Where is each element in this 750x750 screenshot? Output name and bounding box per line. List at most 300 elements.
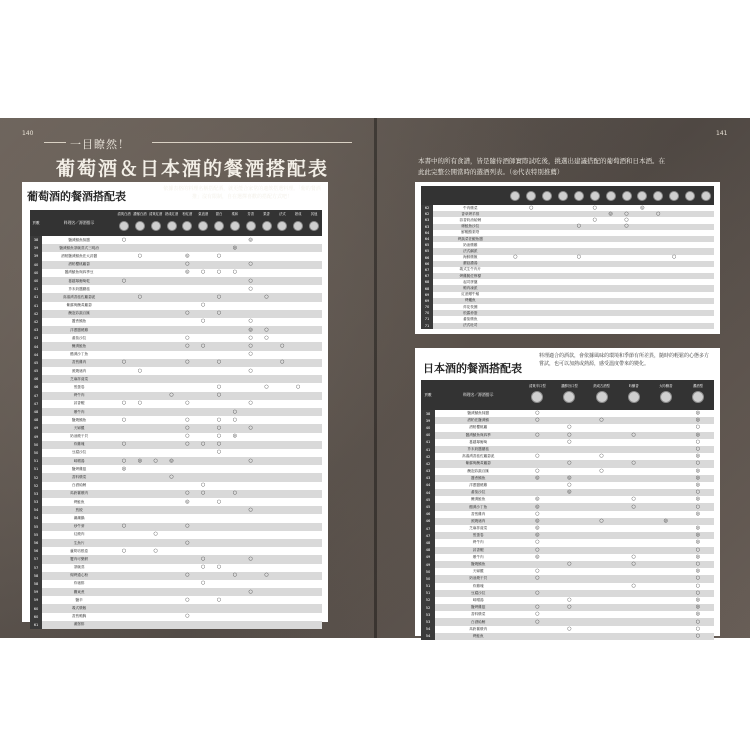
table-row bbox=[30, 613, 322, 621]
pairing-mark bbox=[227, 457, 243, 465]
category-label: 粉紅酒 bbox=[182, 211, 193, 216]
pairing-mark bbox=[259, 375, 275, 383]
pairing-mark bbox=[274, 465, 290, 473]
pairing-mark bbox=[650, 424, 682, 431]
row-page-number: 68 bbox=[421, 279, 433, 285]
pairing-mark bbox=[164, 514, 180, 522]
header-category bbox=[555, 186, 571, 205]
pairing-mark: ○ bbox=[185, 261, 190, 268]
table-row bbox=[421, 525, 714, 532]
row-page-number: 40 bbox=[421, 432, 435, 439]
pairing-mark: ○ bbox=[216, 269, 222, 276]
pairing-mark bbox=[650, 618, 682, 625]
table-row bbox=[30, 539, 322, 547]
row-dish-name: 烤鮭魚 bbox=[73, 499, 85, 504]
pairing-mark bbox=[132, 490, 148, 498]
pairing-mark: ○ bbox=[185, 359, 190, 366]
pairing-mark bbox=[274, 572, 290, 580]
pairing-mark bbox=[259, 564, 275, 572]
pairing-mark bbox=[306, 433, 322, 441]
pairing-mark bbox=[618, 410, 650, 417]
pairing-mark: ○ bbox=[567, 596, 572, 603]
pairing-mark bbox=[132, 424, 148, 432]
pairing-mark bbox=[290, 588, 306, 596]
pairing-mark bbox=[227, 621, 243, 629]
pairing-mark bbox=[211, 318, 227, 326]
pairing-mark bbox=[116, 326, 132, 334]
row-page-number: 66 bbox=[421, 261, 433, 267]
pairing-mark bbox=[132, 523, 148, 531]
pairing-mark: ○ bbox=[216, 433, 222, 440]
pairing-mark bbox=[618, 417, 650, 424]
pairing-mark bbox=[521, 489, 553, 496]
pairing-mark bbox=[274, 490, 290, 498]
pairing-mark bbox=[259, 498, 275, 506]
pairing-mark: ○ bbox=[185, 433, 190, 440]
pairing-mark: ○ bbox=[296, 383, 301, 390]
pairing-mark bbox=[179, 465, 195, 473]
category-label: 熟成古酒型 bbox=[593, 383, 610, 388]
pairing-mark bbox=[553, 446, 585, 453]
pairing-mark: ○ bbox=[201, 564, 206, 571]
pairing-mark: ◎ bbox=[248, 236, 253, 243]
pairing-mark bbox=[259, 424, 275, 432]
pairing-mark bbox=[148, 293, 164, 301]
row-dish-name: 鹽漬鯖魚抹醬 bbox=[68, 237, 90, 242]
row-page-number: 44 bbox=[30, 351, 42, 359]
pairing-mark bbox=[553, 568, 585, 575]
table-row bbox=[30, 293, 322, 301]
pairing-mark bbox=[290, 342, 306, 350]
pairing-mark bbox=[650, 611, 682, 618]
pairing-mark bbox=[227, 383, 243, 391]
row-dish-name: 牛肉燉菜 bbox=[463, 205, 478, 210]
pairing-mark bbox=[586, 525, 618, 532]
pairing-mark bbox=[116, 334, 132, 342]
pairing-mark bbox=[148, 580, 164, 588]
pairing-mark bbox=[306, 342, 322, 350]
pairing-mark: ○ bbox=[201, 302, 206, 309]
row-dish-name: 香煎雞肉 bbox=[71, 360, 87, 365]
pairing-mark bbox=[290, 465, 306, 473]
pairing-mark bbox=[259, 547, 275, 555]
pairing-mark bbox=[243, 604, 259, 612]
pairing-mark: ○ bbox=[280, 343, 285, 350]
pairing-mark: ○ bbox=[185, 572, 190, 579]
header-page: 頁數 bbox=[421, 380, 435, 410]
pairing-mark bbox=[306, 457, 322, 465]
pairing-mark: ◎ bbox=[535, 525, 540, 532]
bottle-icon bbox=[628, 391, 640, 403]
table-row bbox=[421, 424, 714, 431]
row-dish-name: 酒粕鹽漬鯖魚佐大蒜醬 bbox=[61, 253, 98, 258]
pairing-mark bbox=[618, 590, 650, 597]
pairing-mark bbox=[618, 618, 650, 625]
row-page-number: 45 bbox=[421, 503, 435, 510]
pairing-mark bbox=[164, 334, 180, 342]
pairing-mark bbox=[306, 539, 322, 547]
header-category bbox=[603, 186, 619, 205]
pairing-mark bbox=[274, 408, 290, 416]
pairing-mark bbox=[179, 351, 195, 359]
pairing-mark: ○ bbox=[567, 460, 572, 467]
intro-right-text: 本書中的所有食譜，皆是隨侍酒師實際試吃後，挑選出建議搭配的葡萄酒和日本酒。在此此完整公開當時的選酒列表。（◎代表特別推薦） bbox=[418, 157, 665, 176]
pairing-mark bbox=[243, 433, 259, 441]
row-dish-name: 照燒豬肉 bbox=[471, 518, 486, 523]
pairing-mark bbox=[650, 575, 682, 582]
pairing-mark bbox=[116, 531, 132, 539]
pairing-mark bbox=[148, 236, 164, 244]
pairing-mark bbox=[586, 482, 618, 489]
row-page-number: 54 bbox=[421, 626, 435, 633]
pairing-mark bbox=[306, 285, 322, 293]
pairing-mark bbox=[227, 482, 243, 490]
pairing-mark bbox=[148, 555, 164, 563]
pairing-mark bbox=[164, 236, 180, 244]
pairing-mark bbox=[553, 583, 585, 590]
pairing-mark bbox=[164, 261, 180, 269]
pairing-mark bbox=[164, 580, 180, 588]
row-page-number: 52 bbox=[30, 473, 42, 481]
pairing-mark bbox=[259, 367, 275, 375]
pairing-mark bbox=[290, 269, 306, 277]
pairing-mark bbox=[211, 285, 227, 293]
table-row bbox=[421, 618, 714, 625]
table-row bbox=[30, 244, 322, 252]
pairing-mark bbox=[306, 449, 322, 457]
pairing-mark bbox=[553, 554, 585, 561]
row-dish-name: 番茄沙拉 bbox=[71, 335, 87, 340]
pairing-mark bbox=[306, 490, 322, 498]
row-dish-name: 炸花枝圈 bbox=[463, 304, 478, 309]
pairing-mark bbox=[274, 293, 290, 301]
row-dish-name: 炸雞塊 bbox=[472, 583, 484, 588]
pairing-mark bbox=[553, 503, 585, 510]
pairing-mark bbox=[586, 460, 618, 467]
pairing-mark bbox=[211, 588, 227, 596]
row-dish-name: 鴨肉凍派 bbox=[463, 286, 478, 291]
pairing-mark bbox=[698, 323, 714, 329]
pairing-mark bbox=[164, 277, 180, 285]
pairing-mark bbox=[227, 277, 243, 285]
pairing-mark: ◎ bbox=[695, 431, 701, 438]
pairing-mark bbox=[521, 460, 553, 467]
row-page-number: 41 bbox=[30, 302, 42, 310]
row-page-number: 54 bbox=[30, 514, 42, 522]
row-page-number: 50 bbox=[421, 575, 435, 582]
row-page-number: 58 bbox=[30, 580, 42, 588]
pairing-mark bbox=[618, 525, 650, 532]
pairing-mark bbox=[195, 588, 211, 596]
pairing-mark: ○ bbox=[695, 460, 701, 467]
pairing-mark bbox=[553, 611, 585, 618]
pairing-mark bbox=[179, 482, 195, 490]
pairing-mark: ○ bbox=[248, 318, 253, 325]
pairing-mark bbox=[290, 621, 306, 629]
pairing-mark bbox=[195, 473, 211, 481]
pairing-mark bbox=[227, 351, 243, 359]
pairing-mark bbox=[148, 613, 164, 621]
pairing-mark bbox=[148, 514, 164, 522]
pairing-mark bbox=[586, 439, 618, 446]
row-page-number: 53 bbox=[30, 498, 42, 506]
pairing-mark bbox=[148, 351, 164, 359]
row-dish-name: 醋漬沙丁魚 bbox=[469, 504, 488, 509]
row-dish-name: 芥末奶醬蘑菇 bbox=[68, 286, 90, 291]
table-row bbox=[421, 460, 714, 467]
pairing-mark bbox=[274, 604, 290, 612]
pairing-mark bbox=[132, 383, 148, 391]
header-subtitle: 一目瞭然！ bbox=[70, 138, 130, 151]
pairing-mark bbox=[148, 400, 164, 408]
pairing-mark bbox=[306, 596, 322, 604]
pairing-mark bbox=[290, 613, 306, 621]
pairing-mark bbox=[227, 302, 243, 310]
pairing-mark: ○ bbox=[216, 596, 222, 603]
row-page-number: 49 bbox=[30, 433, 42, 441]
pairing-mark bbox=[259, 285, 275, 293]
pairing-mark bbox=[521, 446, 553, 453]
table-row bbox=[30, 547, 322, 555]
header-category bbox=[666, 186, 682, 205]
row-page-number: 42 bbox=[30, 318, 42, 326]
pairing-mark bbox=[132, 449, 148, 457]
pairing-mark bbox=[274, 261, 290, 269]
pairing-mark bbox=[227, 252, 243, 260]
pairing-mark bbox=[211, 334, 227, 342]
pairing-mark bbox=[259, 514, 275, 522]
pairing-mark bbox=[132, 547, 148, 555]
wine-panel-continued bbox=[415, 182, 720, 334]
pairing-mark: ◎ bbox=[695, 525, 701, 532]
table-row bbox=[421, 410, 714, 417]
pairing-mark bbox=[553, 618, 585, 625]
pairing-mark bbox=[290, 441, 306, 449]
pairing-mark bbox=[306, 564, 322, 572]
wine-panel bbox=[22, 182, 328, 627]
pairing-mark bbox=[148, 261, 164, 269]
pairing-mark: ○ bbox=[264, 334, 269, 341]
pairing-mark bbox=[259, 465, 275, 473]
row-dish-name: 醬漬鯖魚與四季豆 bbox=[64, 270, 94, 275]
pairing-mark: ○ bbox=[248, 588, 253, 595]
pairing-mark bbox=[290, 531, 306, 539]
pairing-mark bbox=[259, 621, 275, 629]
pairing-mark: ○ bbox=[631, 460, 636, 467]
pairing-mark: ○ bbox=[216, 392, 222, 399]
pairing-mark: ○ bbox=[248, 367, 253, 374]
category-label: 柔和 bbox=[231, 211, 239, 216]
pairing-mark bbox=[132, 375, 148, 383]
pairing-mark: ○ bbox=[695, 632, 701, 639]
pairing-mark bbox=[586, 489, 618, 496]
pairing-mark: ○ bbox=[631, 582, 636, 589]
pairing-mark bbox=[116, 449, 132, 457]
pairing-mark: ◎ bbox=[695, 453, 701, 460]
header-category bbox=[650, 186, 666, 205]
pairing-mark bbox=[148, 621, 164, 629]
pairing-mark bbox=[179, 375, 195, 383]
pairing-mark bbox=[521, 424, 553, 431]
pairing-mark bbox=[274, 236, 290, 244]
pairing-mark bbox=[132, 564, 148, 572]
row-dish-name: 鹽漬鯖魚抹醬 bbox=[467, 411, 489, 416]
pairing-mark bbox=[195, 604, 211, 612]
row-page-number: 67 bbox=[421, 267, 433, 273]
pairing-mark bbox=[243, 359, 259, 367]
pairing-mark: ○ bbox=[185, 334, 190, 341]
pairing-mark: ○ bbox=[535, 568, 540, 575]
bottle-icon bbox=[531, 391, 543, 403]
pairing-mark: ◎ bbox=[169, 457, 174, 464]
pairing-mark bbox=[148, 252, 164, 260]
pairing-mark bbox=[274, 580, 290, 588]
row-dish-name: 煎蛋卷 bbox=[472, 533, 484, 538]
pairing-mark: ○ bbox=[185, 310, 190, 317]
pairing-mark bbox=[116, 375, 132, 383]
pairing-mark bbox=[195, 392, 211, 400]
pairing-mark bbox=[290, 318, 306, 326]
category-label: 吟醸香 bbox=[628, 383, 639, 388]
row-dish-name: 紫蘇與醃黃蘿蔔 bbox=[66, 303, 92, 308]
pairing-mark bbox=[619, 323, 635, 329]
row-dish-name: 煎蛋卷 bbox=[73, 384, 85, 389]
pairing-mark bbox=[259, 269, 275, 277]
pairing-mark bbox=[259, 539, 275, 547]
pairing-mark bbox=[148, 318, 164, 326]
pairing-mark: ○ bbox=[216, 498, 222, 505]
pairing-mark: ○ bbox=[631, 503, 636, 510]
pairing-mark bbox=[227, 449, 243, 457]
row-dish-name: 蘑菇濃湯 bbox=[463, 261, 478, 266]
pairing-mark bbox=[132, 392, 148, 400]
pairing-mark bbox=[243, 564, 259, 572]
pairing-mark bbox=[179, 514, 195, 522]
header-category bbox=[682, 380, 714, 410]
pairing-mark bbox=[211, 531, 227, 539]
pairing-mark bbox=[179, 285, 195, 293]
bottle-icon bbox=[262, 221, 272, 231]
pairing-mark: ○ bbox=[695, 561, 701, 568]
pairing-mark bbox=[586, 410, 618, 417]
pairing-mark bbox=[243, 449, 259, 457]
pairing-mark bbox=[148, 490, 164, 498]
pairing-mark bbox=[290, 506, 306, 514]
pairing-mark: ○ bbox=[695, 446, 701, 453]
pairing-mark bbox=[650, 511, 682, 518]
pairing-mark bbox=[179, 588, 195, 596]
table-row bbox=[421, 604, 714, 611]
header-category bbox=[274, 210, 290, 236]
table-row bbox=[30, 457, 322, 465]
pairing-mark bbox=[306, 252, 322, 260]
pairing-mark bbox=[306, 613, 322, 621]
pairing-mark bbox=[259, 555, 275, 563]
header-category bbox=[586, 380, 618, 410]
pairing-mark bbox=[274, 588, 290, 596]
pairing-mark bbox=[164, 621, 180, 629]
table-row bbox=[30, 506, 322, 514]
row-dish-name: 炒牛蒡 bbox=[73, 524, 85, 529]
pairing-mark bbox=[164, 351, 180, 359]
pairing-mark bbox=[132, 244, 148, 252]
pairing-mark bbox=[290, 564, 306, 572]
header-category bbox=[306, 210, 322, 236]
pairing-mark bbox=[132, 498, 148, 506]
row-page-number: 65 bbox=[421, 248, 433, 254]
pairing-mark: ○ bbox=[264, 383, 269, 390]
table-row bbox=[30, 302, 322, 310]
pairing-mark: ◎ bbox=[185, 269, 190, 276]
row-page-number: 62 bbox=[421, 205, 433, 211]
pairing-mark: ○ bbox=[567, 604, 572, 611]
sake-note: 料理適合的酒款，會依據風味的環境和季節有所差異，隨時的輕鬆的心態多方嘗試，也可以加熱或熱源，感受溫度帶來的變化。 bbox=[539, 353, 710, 367]
pairing-mark bbox=[179, 555, 195, 563]
pairing-mark bbox=[227, 400, 243, 408]
pairing-mark bbox=[259, 408, 275, 416]
pairing-mark: ○ bbox=[592, 204, 597, 211]
pairing-mark bbox=[553, 496, 585, 503]
pairing-mark bbox=[259, 596, 275, 604]
table-row bbox=[30, 277, 322, 285]
pairing-mark bbox=[650, 468, 682, 475]
header-category bbox=[650, 380, 682, 410]
pairing-mark bbox=[116, 588, 132, 596]
pairing-mark bbox=[195, 506, 211, 514]
pairing-mark bbox=[618, 453, 650, 460]
pairing-mark bbox=[179, 318, 195, 326]
row-page-number: 66 bbox=[421, 255, 433, 261]
pairing-mark bbox=[274, 441, 290, 449]
table-row bbox=[30, 375, 322, 383]
pairing-mark bbox=[290, 400, 306, 408]
row-dish-name: 燉牛肉 bbox=[73, 409, 85, 414]
pairing-mark bbox=[195, 277, 211, 285]
pairing-mark: ○ bbox=[185, 424, 190, 431]
pairing-mark bbox=[650, 561, 682, 568]
pairing-mark: ○ bbox=[216, 424, 222, 431]
row-page-number: 54 bbox=[30, 506, 42, 514]
pairing-mark bbox=[132, 539, 148, 547]
pairing-mark bbox=[195, 252, 211, 260]
pairing-mark bbox=[650, 410, 682, 417]
pairing-mark: ○ bbox=[185, 613, 190, 620]
pairing-mark: ○ bbox=[185, 539, 190, 546]
pairing-mark bbox=[116, 285, 132, 293]
pairing-mark: ◎ bbox=[695, 611, 701, 618]
header-category bbox=[507, 186, 523, 205]
table-row bbox=[30, 596, 322, 604]
header-category bbox=[211, 210, 227, 236]
pairing-mark bbox=[666, 323, 682, 329]
pairing-mark bbox=[243, 539, 259, 547]
pairing-mark: ○ bbox=[264, 326, 269, 333]
pairing-mark bbox=[243, 416, 259, 424]
pairing-mark bbox=[132, 408, 148, 416]
pairing-mark bbox=[211, 326, 227, 334]
pairing-mark bbox=[521, 482, 553, 489]
category-label: 芳香 bbox=[247, 211, 254, 216]
pairing-mark: ○ bbox=[631, 553, 636, 560]
pairing-mark bbox=[195, 261, 211, 269]
category-label: 清爽紅酒 bbox=[149, 211, 163, 216]
pairing-mark bbox=[259, 449, 275, 457]
row-dish-name: 醃漬鮭魚 bbox=[471, 497, 486, 502]
pairing-mark: ○ bbox=[216, 293, 222, 300]
pairing-mark bbox=[553, 532, 585, 539]
table-row bbox=[421, 446, 714, 453]
pairing-mark bbox=[290, 572, 306, 580]
